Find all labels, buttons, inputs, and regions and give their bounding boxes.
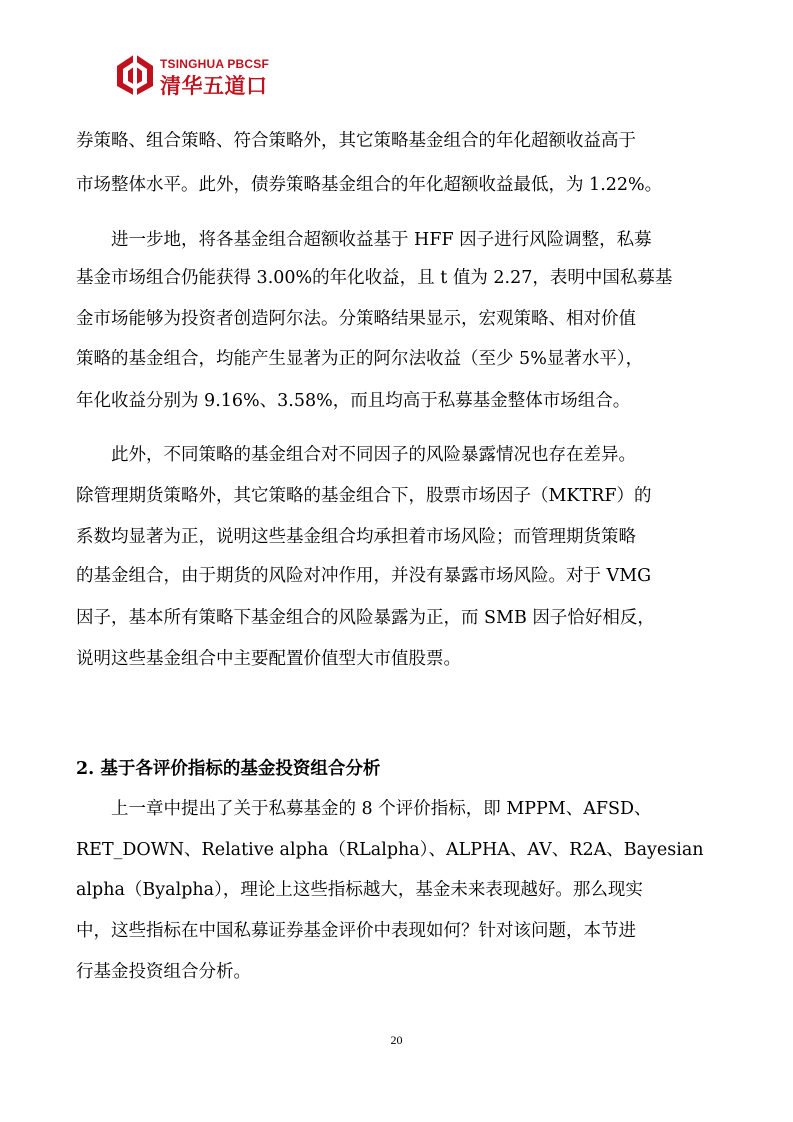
header-logo	[113, 52, 293, 102]
paragraph-line: alpha（Byalpha），理论上这些指标越大，基金未来表现越好。那么现实	[76, 880, 643, 900]
paragraph-line: 进一步地，将各基金组合超额收益基于 HFF 因子进行风险调整，私募	[111, 230, 652, 250]
paragraph-line: 的基金组合，由于期货的风险对冲作用，并没有暴露市场风险。对于 VMG	[76, 566, 652, 586]
paragraph-line: RET_DOWN、Relative alpha（RLalpha）、ALPHA、AV、R2A、Bayesian	[76, 840, 704, 860]
tsinghua-pbcsf-emblem-icon	[113, 52, 157, 98]
paragraph-line: 基金市场组合仍能获得 3.00%的年化收益，且 t 值为 2.27，表明中国私募基	[76, 268, 673, 288]
paragraph-line: 策略的基金组合，均能产生显著为正的阿尔法收益（至少 5%显著水平），	[76, 349, 644, 369]
paragraph-line: 券策略、组合策略、符合策略外，其它策略基金组合的年化超额收益高于	[76, 131, 636, 151]
logo-chinese-text: 清华五道口	[160, 74, 268, 98]
paragraph-line: 系数均显著为正，说明这些基金组合均承担着市场风险；而管理期货策略	[76, 527, 636, 547]
paragraph-line: 金市场能够为投资者创造阿尔法。分策略结果显示，宏观策略、相对价值	[76, 309, 636, 329]
paragraph-line: 市场整体水平。此外，债券策略基金组合的年化超额收益最低，为 1.22%。	[76, 175, 663, 195]
paragraph-line: 中，这些指标在中国私募证券基金评价中表现如何？针对该问题，本节进	[76, 921, 636, 941]
paragraph-line: 说明这些基金组合中主要配置价值型大市值股票。	[76, 649, 461, 669]
paragraph-line: 行基金投资组合分析。	[76, 962, 251, 982]
paragraph-line: 年化收益分别为 9.16%、3.58%，而且均高于私募基金整体市场组合。	[76, 391, 631, 411]
section-heading: 2. 基于各评价指标的基金投资组合分析	[76, 759, 381, 779]
page-number: 20	[390, 1033, 403, 1047]
logo-english-text: TSINGHUA PBCSF	[160, 57, 270, 71]
paragraph-line: 此外，不同策略的基金组合对不同因子的风险暴露情况也存在差异。	[111, 445, 636, 465]
paragraph-line: 因子，基本所有策略下基金组合的风险暴露为正，而 SMB 因子恰好相反，	[76, 608, 655, 628]
paragraph-line: 上一章中提出了关于私募基金的 8 个评价指标，即 MPPM、AFSD、	[111, 799, 652, 819]
paragraph-line: 除管理期货策略外，其它策略的基金组合下，股票市场因子（MKTRF）的	[76, 486, 652, 506]
